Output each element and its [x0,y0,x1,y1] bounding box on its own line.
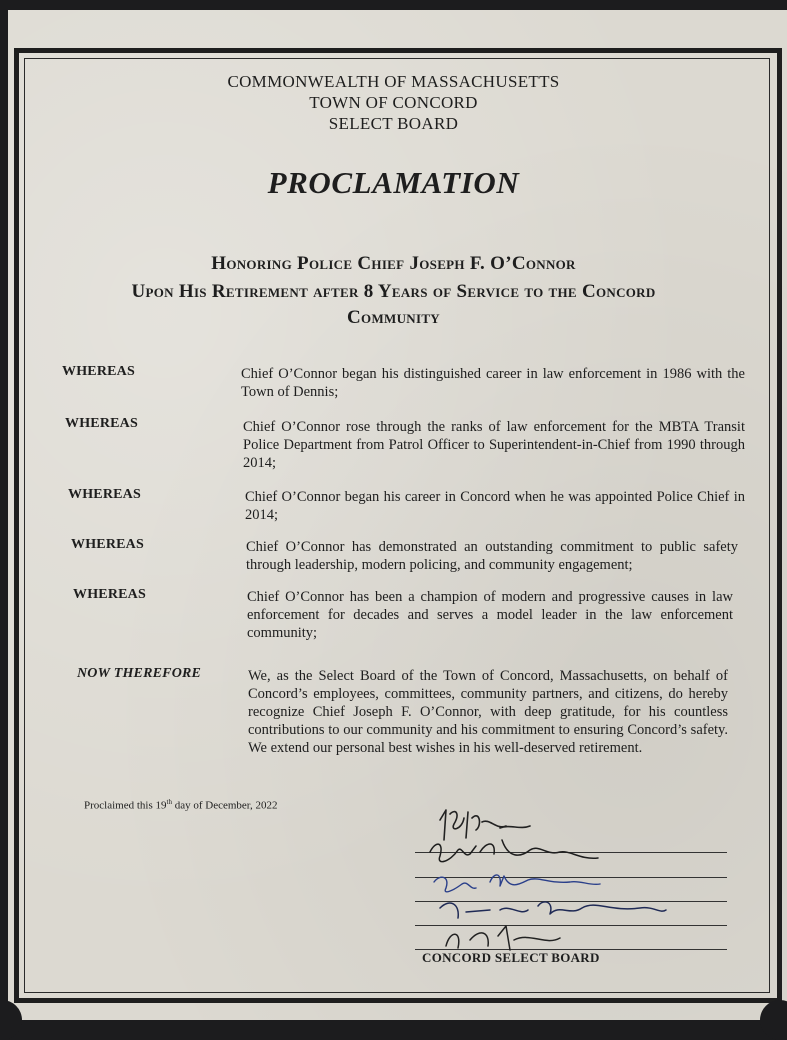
signature-1 [440,810,530,840]
select-board-label: CONCORD SELECT BOARD [422,950,600,965]
header-town: TOWN OF CONCORD [309,93,478,112]
whereas-label: WHEREAS [62,364,135,379]
signature-3 [434,875,600,892]
now-therefore-text: We, as the Select Board of the Town of Concord, Massachusetts, on behalf of Concord’s employees, committees, community partners, and citizens, do hereby recognize Chief Joseph F. O’Connor, with deep gratitude, for his countless contributions to our community and his commitment to ensuring Concord’s safety. We extend our personal best wishes in his well-deserved retirement. [248,668,728,756]
signature-2 [430,840,598,862]
whereas-text: Chief O’Connor has been a champion of modern and progressive causes in law enforcement for decades and serves a model leader in the law enforcement community; [247,589,733,641]
whereas-label: WHEREAS [68,487,141,502]
whereas-text: Chief O’Connor rose through the ranks of law enforcement for the MBTA Transit Police Department from Patrol Officer to Superintendent-in-Chief from 1990 through 2014; [243,419,745,471]
whereas-text: Chief O’Connor began his distinguished career in law enforcement in 1986 with the Town of Dennis; [241,366,745,400]
whereas-text: Chief O’Connor has demonstrated an outstanding commitment to public safety through leadership, modern policing, and community engagement; [246,539,738,573]
whereas-label: WHEREAS [65,416,138,431]
whereas-text: Chief O’Connor began his career in Concord when he was appointed Police Chief in 2014; [245,489,745,523]
signature-4 [440,902,666,918]
signature-5 [446,926,560,950]
honoring-line-1: Honoring Police Chief Joseph F. O’Connor [211,253,576,274]
honoring-line-3: Community [347,307,440,328]
honoring-line-2: Upon His Retirement after 8 Years of Service to the Concord [131,281,656,302]
now-therefore-label: NOW THEREFORE [77,666,202,681]
header-commonwealth: COMMONWEALTH OF MASSACHUSETTS [227,72,560,91]
frame-corner [760,1000,787,1040]
whereas-label: WHEREAS [73,587,146,602]
proclaimed-date: Proclaimed this 19th day of December, 2022 [84,798,278,812]
whereas-label: WHEREAS [71,537,144,552]
header-board: SELECT BOARD [328,114,459,133]
signatures [410,800,740,960]
proclamation-title: PROCLAMATION [267,165,520,200]
